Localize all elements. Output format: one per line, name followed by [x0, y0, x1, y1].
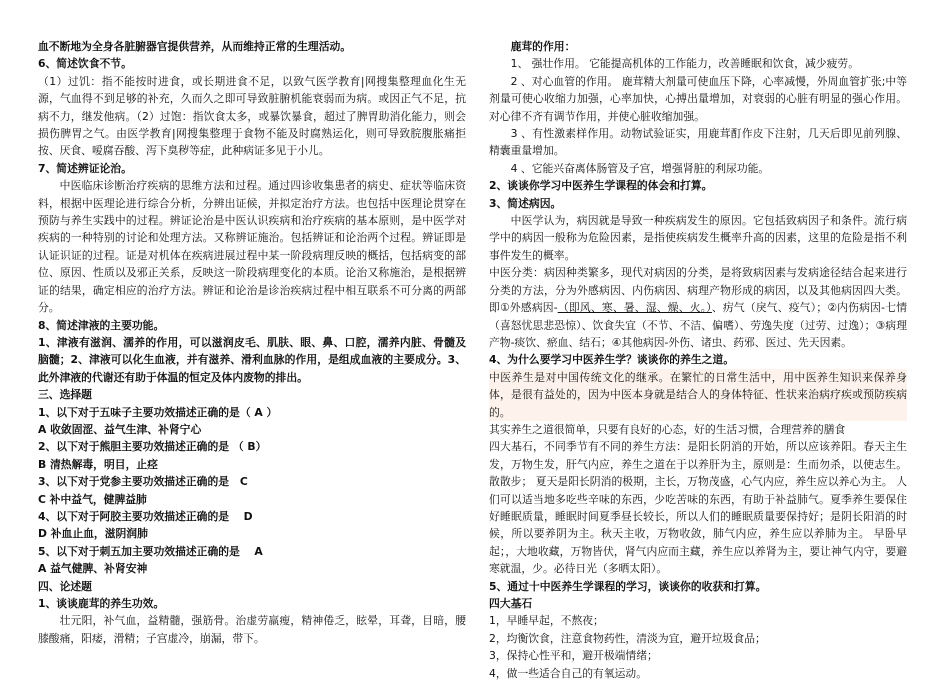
list-item: 2，均衡饮食，注意食物药性，清淡为宜，避开垃圾食品；	[489, 631, 766, 645]
paragraph-way-of-health: 其实养生之道很简单，只要有良好的心态，好的生活习惯，合理营养的膳食	[489, 422, 846, 436]
paragraph-etiology: 中医学认为，病因就是导致一种疾病发生的原因。它包括致病因子和条件。流行病学中的病因一般称为危险因素，是指使疾病发生概率升高的因素，这里的危险是指不利事件发生的概率。	[489, 214, 907, 262]
answer-4: D 补血止血，滋阴润肺	[38, 527, 148, 541]
etiology-underlined-factors: （即风、寒、暑、湿、燥、火。）	[557, 301, 712, 315]
question-5: 5、以下对于刺五加主要功效描述正确的是 A	[38, 544, 263, 558]
paragraph-seasons: 四大基石，不同季节有不同的养生方法：是阳长阴消的开始，所以应该养阳。春天主生发，万物生发，肝气内应，养生之道在于以养肝为主，原则是：生而勿杀，以使志生。散散步； 夏天是阳长阴消的极期，主长，万物茂盛，心气内应，养生应以养心为主。 人们可以适当地多吃些辛味的东西，少吃苦味的东西，有助于补益肺气。夏季养生要保住好睡眠质量，睡眠时间夏季昼长较长，所以人们的睡眠质量要保持好；是阴长阳消的时候，所以要养阴为主。秋天主收，万物收敛，肺气内应，养生应以养肺为主。 早卧早起；，大地收藏，万物皆伏，肾气内应而主藏，养生应以养肾为主，要让神气内守，要避寒就温，少。必待日光（多晒太阳）。	[489, 440, 907, 576]
heading-syndrome-differentiation: 7、简述辨证论治。	[38, 161, 132, 175]
heading-four-cornerstones: 四大基石	[489, 597, 533, 610]
effect-item-2: 2 、对心血管的作用。 鹿茸精大剂量可使血压下降，心率减慢，外周血管扩张;中等剂量可使心收缩力加强，心率加快，心搏出量增加，对衰弱的心脏有明显的强心作用。对心律不齐有调节作用，并使心脏收缩加强。	[489, 74, 907, 123]
paragraph-antler-benefits: 壮元阳，补气血，益精髓，强筋骨。治虚劳羸瘦，精神倦乏，眩晕，耳聋，目暗，腰膝酸痛，阳痿，滑精；子宫虚冷，崩漏，带下。	[38, 614, 466, 645]
answer-5: A 益气健脾、补肾安神	[38, 562, 148, 576]
question-1: 1、以下对于五味子主要功效描述正确的是（ A ）	[38, 405, 278, 419]
etiology-text-after: 、疠气（戾气、疫气）；②内伤病因-七情（喜怒忧思悲恐惊）、饮食失宜（不节、不洁、偏嗜）、劳逸失度（过劳、过逸）；③病理产物-痰饮、瘀血、结石；④其他病因-外伤、诸虫、药邪、医过、先天因素。	[489, 301, 907, 349]
left-column	[38, 38, 466, 647]
effect-item-4: 4 、它能兴奋离体肠管及子宫，增强肾脏的利尿功能。	[510, 161, 770, 175]
essay-question-2: 2、谈谈你学习中医养生学课程的体会和打算。	[489, 179, 713, 193]
paragraph-syndrome-differentiation: 中医临床诊断治疗疾病的思维方法和过程。通过四诊收集患者的病史、症状等临床资料，根据中医理论进行综合分析，分辨出证候，并拟定治疗方法。也包括中医理论贯穿在预防与养生实践中的过程。辨证论治是中医认识疾病和治疗疾病的基本原则，是中医学对疾病的一种特别的讨论和处理方法。又称辨证施治。包括辨证和论治两个过程。辨证即是认证识证的过程。证是对机体在疾病进展过程中某一阶段病理反映的概括，包括病变的部位、原因、性质以及邪正关系，反映这一阶段病理变化的本质。论治又称施治，是根据辨证的结果，确定相应的治疗方法。辨证和论治是诊治疾病过程中相互联系不可分离的两部分。	[38, 179, 466, 315]
answer-2: B 清热解毒，明目，止痉	[38, 457, 158, 471]
question-3: 3、以下对于党参主要功效描述正确的是 C	[38, 475, 248, 489]
etiology-text-before: 中医分类：病因种类繁多，现代对病因的分类，是将致病因素与发病途径结合起来进行分类的方法，分为外感病因、内伤病因、病理产物形成的病因，以及其他病因四大类。即①外感病因-	[489, 266, 907, 315]
essay-question-5: 5、通过十中医养生学课程的学习，谈谈你的收获和打算。	[489, 579, 767, 593]
question-2: 2、以下对于熊胆主要功效描述正确的是 （ B）	[38, 440, 267, 454]
heading-diet-irregular: 6、简述饮食不节。	[38, 57, 132, 71]
paragraph-body-fluid-functions: 1、津液有滋润、濡养的作用，可以滋润皮毛、肌肤、眼、鼻、口腔，濡养内脏、骨髓及脑髓；2、津液可以化生血液，并有滋养、滑利血脉的作用，是组成血液的主要成分。3、此外津液的代谢还有助于体温的恒定及体内废物的排出。	[38, 335, 466, 384]
heading-body-fluid-functions: 8、简述津液的主要功能。	[38, 318, 165, 332]
question-4: 4、以下对于阿胶主要功效描述正确的是 D	[38, 509, 253, 523]
paragraph-diet-irregular: （1）过饥：指不能按时进食，或长期进食不足，以致气医学教育|网搜集整理血化生无源，气血得不到足够的补充，久而久之即可导致脏腑机能衰弱而为病。或因正气不足，抗病不力，继发他病。（2）过饱：指饮食太多，或暴饮暴食，超过了脾胃助消化能力，则会损伤脾胃之气。由医学教育|网搜集整理于食物不能及时腐熟运化，则可导致脘腹胀痛拒按、厌食、嗳腐吞酸、泻下臭秽等症，此种病证多见于小儿。	[38, 74, 466, 158]
answer-3: C 补中益气，健脾益肺	[38, 492, 147, 506]
section-heading-choice: 三、选择题	[38, 388, 92, 402]
effect-item-1: 1、 强壮作用。 它能提高机体的工作能力，改善睡眠和饮食，减少疲劳。	[510, 57, 860, 71]
paragraph-etiology-classification	[489, 264, 907, 351]
heading-antler-effects: 鹿茸的作用：	[510, 40, 576, 53]
effect-item-3: 3 、有性激素样作用。动物试验证实，用鹿茸酊作皮下注射，几天后即见前列腺、精囊重量增加。	[489, 127, 907, 158]
paragraph-why-study: 中医养生是对中国传统文化的继承。在繁忙的日常生活中，用中医养生知识来保养身体，是很有益处的，因为中医本身就是结合人的身体特征、性状来治病疗疾或预防疾病的。	[489, 369, 907, 421]
answer-1: A 收敛固涩、益气生津、补肾宁心	[38, 422, 202, 436]
essay-question-4: 4、为什么要学习中医养生学？谈谈你的养生之道。	[489, 353, 735, 367]
essay-question-1: 1、谈谈鹿茸的养生功效。	[38, 597, 165, 610]
list-item: 1，早睡早起，不熬夜；	[489, 614, 604, 628]
essay-question-3: 3、简述病因。	[489, 196, 562, 210]
list-item: 4，做一些适合自己的有氧运动。	[489, 666, 648, 680]
section-heading-essay: 四、论述题	[38, 579, 92, 593]
list-item: 3，保持心性平和，避开极端情绪；	[489, 649, 658, 663]
paragraph-blood-function: 血不断地为全身各脏腑器官提供营养，从而维持正常的生理活动。	[38, 40, 352, 53]
right-column	[489, 38, 907, 682]
